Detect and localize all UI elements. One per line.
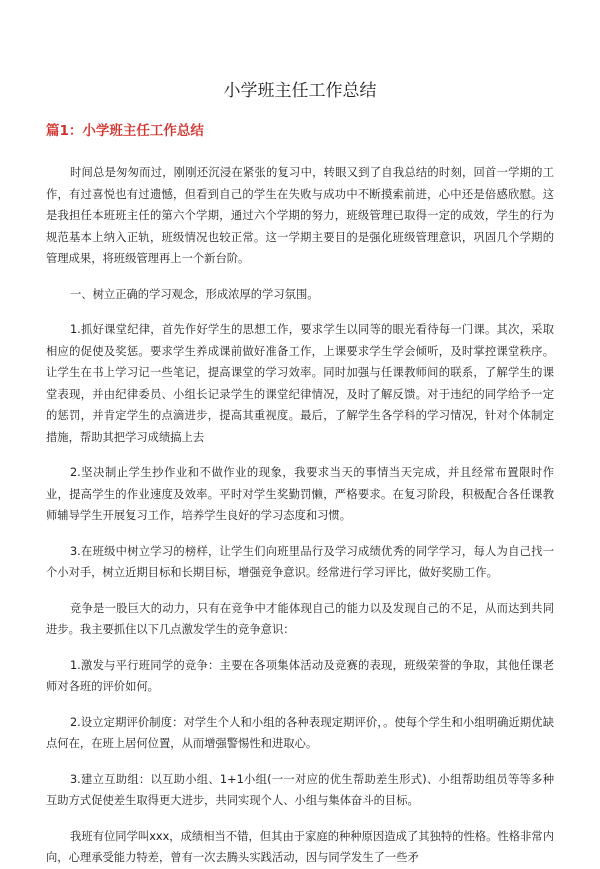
paragraph: 3.建立互助组：以互助小组、1+1小组(一一对应的优生帮助差生形式)、小组帮助组员等等多种互助方式促使差生取得更大进步，共同实现个人、小组与集体奋斗的目标。 [46,772,554,807]
paragraph: 1.抓好课堂纪律，首先作好学生的思想工作，要求学生以同等的眼光看待每一门课。其次，采取相应的促使及奖惩。要求学生养成课前做好准备工作，上课要求学生学会倾听，及时掌控课堂秩序。让学生在书上学习记一些笔记，提高课堂的学习效率。同时加强与任课教师间的联系，了解学生的课堂表现，并由纪律委员、小组长记录学生的课堂纪律情况，及时了解反馈。对于违纪的同学给予一定的惩罚，并肯定学生的点滴进步，提高其重视度。最后，了解学生各学科的学习情况，针对个体制定措施，帮助其把学习成绩搞上去 [46,323,554,444]
page-title: 小学班主任工作总结 [223,81,377,101]
paragraph: 3.在班级中树立学习的榜样，让学生们向班里品行及学习成绩优秀的同学学习，每人为自己找一个小对手，树立近期目标和长期目标，增强竞争意识。经常进行学习评比，做好奖励工作。 [46,544,554,579]
paragraph: 一、树立正确的学习观念，形成浓厚的学习氛围。 [70,287,319,301]
paragraph: 我班有位同学叫xxx，成绩相当不错，但其由于家庭的种种原因造成了其独特的性格。性格非常内向，心理承受能力特差，曾有一次去腾头实践活动，因与同学发生了一些矛 [46,829,554,864]
section-heading: 篇1：小学班主任工作总结 [46,123,204,139]
paragraph: 竞争是一股巨大的动力，只有在竞争中才能体现自己的能力以及发现自己的不足，从而达到共同进步。我主要抓住以下几点激发学生的竞争意识： [46,601,554,636]
paragraph: 1.激发与平行班同学的竞争：主要在各项集体活动及竞赛的表现，班级荣誉的争取，其他任课老师对各班的评价如何。 [46,658,554,693]
paragraph: 2.设立定期评价制度：对学生个人和小组的各种表现定期评价，。使每个学生和小组明确近期优缺点何在，在班上居何位置，从而增强警惕性和进取心。 [46,715,554,750]
paragraph: 2.坚决制止学生抄作业和不做作业的现象，我要求当天的事情当天完成，并且经常布置限时作业，提高学生的作业速度及效率。平时对学生奖勤罚懒，严格要求。在复习阶段，积极配合各任课教师辅导学生开展复习工作，培养学生良好的学习态度和习惯。 [46,466,554,522]
paragraph: 时间总是匆匆而过，刚刚还沉浸在紧张的复习中，转眼又到了自我总结的时刻，回首一学期的工作，有过喜悦也有过遗憾，但看到自己的学生在失败与成功中不断摸索前进，心中还是倍感欣慰。这是我担任本班班主任的第六个学期，通过六个学期的努力，班级管理已取得一定的成效，学生的行为规范基本上纳入正轨，班级情况也较正常。这一学期主要目的是强化班级管理意识，巩固几个学期的管理成果，将班级管理再上一个新台阶。 [46,166,554,265]
